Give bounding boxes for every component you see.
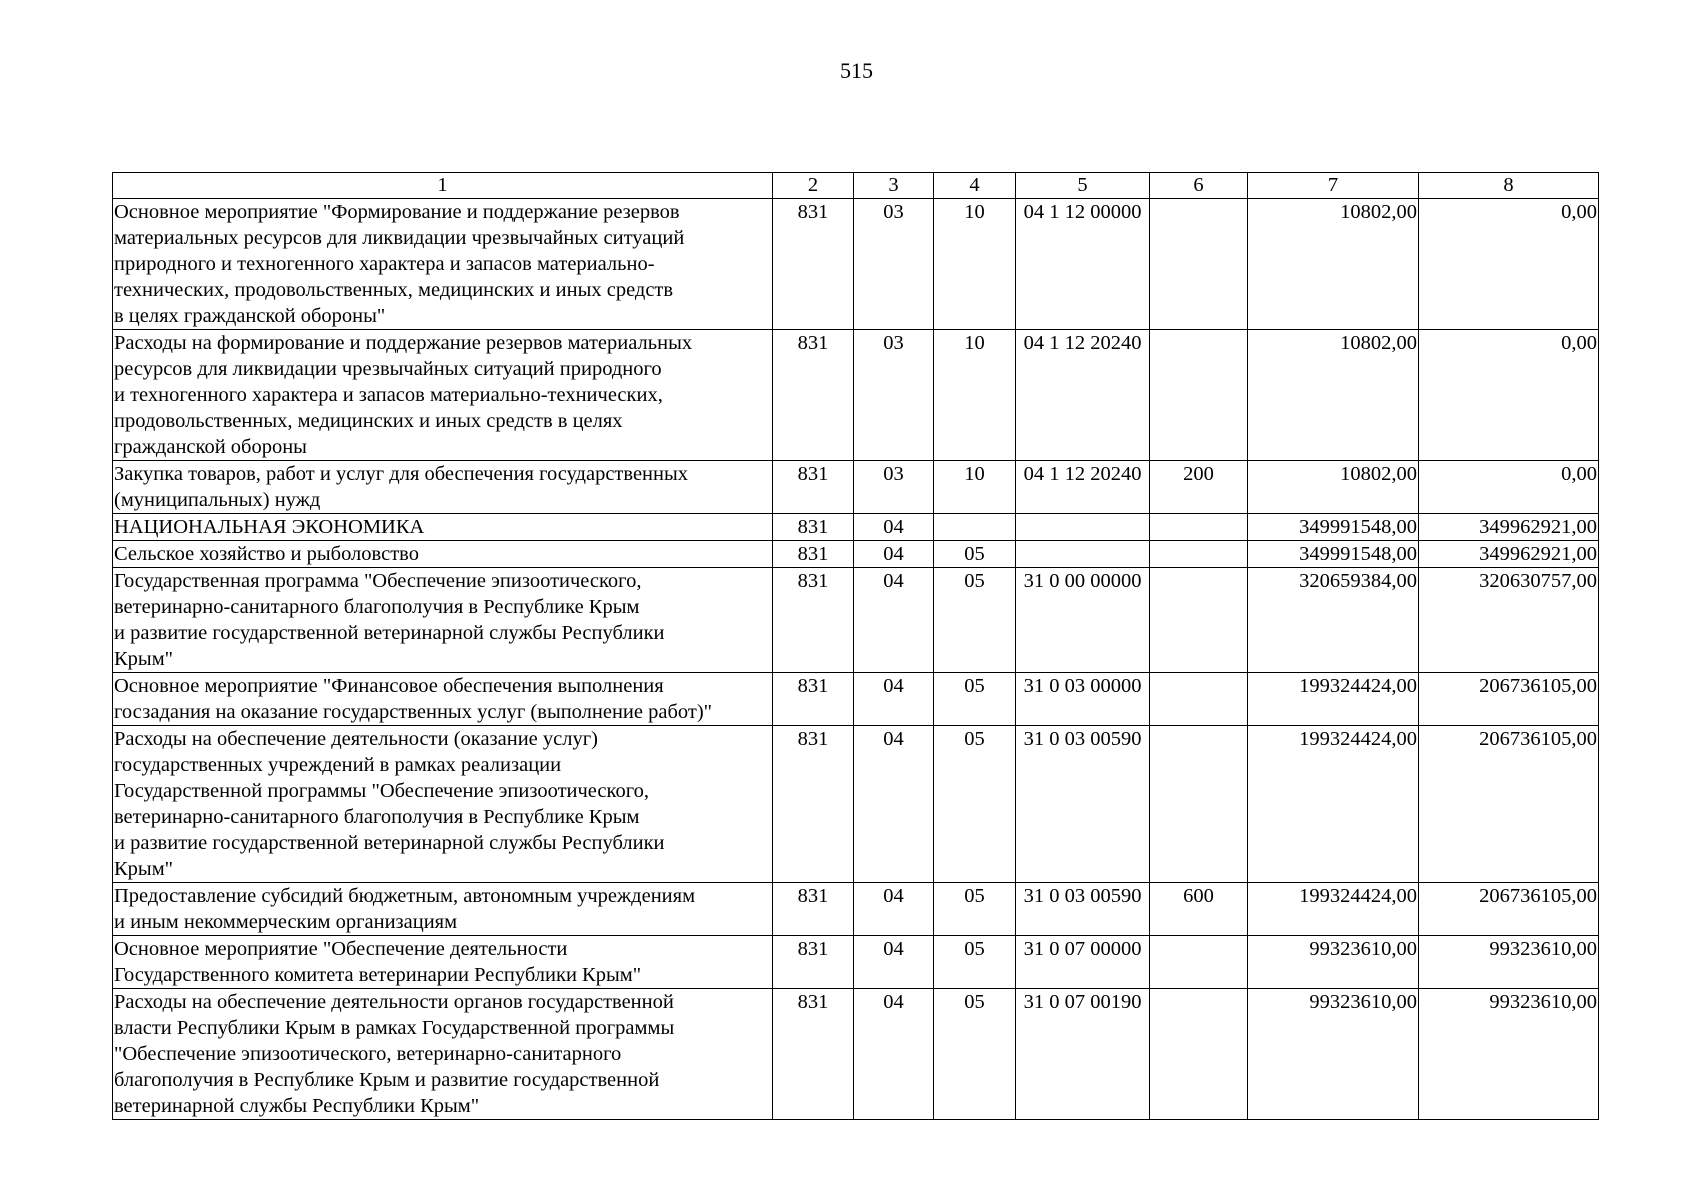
header-cell: 7 (1248, 173, 1419, 199)
expense-type-cell (1150, 514, 1248, 541)
amount-year2-cell: 349962921,00 (1419, 541, 1599, 568)
admin-code-cell: 831 (773, 989, 854, 1120)
target-article-cell: 31 0 07 00190 (1016, 989, 1150, 1120)
header-cell: 4 (934, 173, 1016, 199)
admin-code-cell: 831 (773, 673, 854, 726)
description-line: Государственного комитета ветеринарии Республики Крым" (114, 964, 642, 986)
budget-table (112, 172, 1599, 1120)
description-line: Государственной программы "Обеспечение эпизоотического, (114, 780, 649, 802)
description-cell (113, 989, 773, 1120)
description-cell (113, 541, 773, 568)
amount-year1-cell: 10802,00 (1248, 330, 1419, 461)
admin-code-cell: 831 (773, 461, 854, 514)
description-line: Основное мероприятие "Финансовое обеспечения выполнения (114, 675, 664, 697)
header-cell: 3 (854, 173, 934, 199)
header-cell: 2 (773, 173, 854, 199)
admin-code-cell: 831 (773, 568, 854, 673)
expense-type-cell (1150, 330, 1248, 461)
table-row (113, 989, 1599, 1120)
header-cell: 5 (1016, 173, 1150, 199)
target-article-cell: 31 0 07 00000 (1016, 936, 1150, 989)
section-code-cell: 04 (854, 936, 934, 989)
target-article-cell: 04 1 12 00000 (1016, 199, 1150, 330)
description-cell (113, 673, 773, 726)
table-row (113, 673, 1599, 726)
expense-type-cell (1150, 673, 1248, 726)
description-line: "Обеспечение эпизоотического, ветеринарно-санитарного (114, 1043, 622, 1065)
subsection-code-cell: 05 (934, 726, 1016, 883)
description-line: продовольственных, медицинских и иных средств в целях (114, 410, 623, 432)
table-row (113, 541, 1599, 568)
description-cell (113, 726, 773, 883)
amount-year2-cell: 99323610,00 (1419, 989, 1599, 1120)
amount-year2-cell: 206736105,00 (1419, 726, 1599, 883)
description-cell (113, 199, 773, 330)
target-article-cell: 04 1 12 20240 (1016, 461, 1150, 514)
section-code-cell: 03 (854, 330, 934, 461)
admin-code-cell: 831 (773, 330, 854, 461)
description-line: материальных ресурсов для ликвидации чрезвычайных ситуаций (114, 227, 685, 249)
amount-year1-cell: 320659384,00 (1248, 568, 1419, 673)
table-row (113, 461, 1599, 514)
description-line: и развитие государственной ветеринарной службы Республики (114, 622, 665, 644)
subsection-code-cell: 05 (934, 883, 1016, 936)
table-row (113, 568, 1599, 673)
description-line: (муниципальных) нужд (114, 489, 321, 511)
table-row (113, 330, 1599, 461)
section-code-cell: 04 (854, 673, 934, 726)
table-row (113, 726, 1599, 883)
description-line: ветеринарно-санитарного благополучия в Республике Крым (114, 596, 640, 618)
table-body (113, 199, 1599, 1120)
subsection-code-cell (934, 514, 1016, 541)
description-cell (113, 461, 773, 514)
description-line: ветеринарной службы Республики Крым" (114, 1095, 480, 1117)
amount-year2-cell: 99323610,00 (1419, 936, 1599, 989)
section-code-cell: 03 (854, 199, 934, 330)
description-line: и иным некоммерческим организациям (114, 911, 458, 933)
subsection-code-cell: 05 (934, 541, 1016, 568)
amount-year1-cell: 199324424,00 (1248, 726, 1419, 883)
subsection-code-cell: 10 (934, 461, 1016, 514)
expense-type-cell: 200 (1150, 461, 1248, 514)
description-line: природного и техногенного характера и запасов материально- (114, 253, 655, 275)
description-cell (113, 514, 773, 541)
admin-code-cell: 831 (773, 726, 854, 883)
amount-year1-cell: 99323610,00 (1248, 989, 1419, 1120)
section-code-cell: 04 (854, 989, 934, 1120)
subsection-code-cell: 05 (934, 568, 1016, 673)
description-line: и техногенного характера и запасов материально-технических, (114, 384, 663, 406)
description-cell (113, 936, 773, 989)
description-line: Государственная программа "Обеспечение эпизоотического, (114, 570, 642, 592)
description-line: ресурсов для ликвидации чрезвычайных ситуаций природного (114, 358, 662, 380)
section-code-cell: 04 (854, 883, 934, 936)
description-line: власти Республики Крым в рамках Государственной программы (114, 1017, 675, 1039)
expense-type-cell (1150, 989, 1248, 1120)
description-line: Основное мероприятие "Формирование и поддержание резервов (114, 201, 680, 223)
header-cell: 6 (1150, 173, 1248, 199)
target-article-cell: 31 0 03 00590 (1016, 726, 1150, 883)
description-line: и развитие государственной ветеринарной службы Республики (114, 832, 665, 854)
target-article-cell (1016, 541, 1150, 568)
admin-code-cell: 831 (773, 199, 854, 330)
table-row (113, 936, 1599, 989)
table-row (113, 883, 1599, 936)
target-article-cell: 31 0 00 00000 (1016, 568, 1150, 673)
table-row (113, 514, 1599, 541)
expense-type-cell (1150, 936, 1248, 989)
subsection-code-cell: 05 (934, 673, 1016, 726)
expense-type-cell (1150, 568, 1248, 673)
description-line: Расходы на обеспечение деятельности органов государственной (114, 991, 674, 1013)
section-code-cell: 04 (854, 726, 934, 883)
description-cell (113, 883, 773, 936)
subsection-code-cell: 05 (934, 936, 1016, 989)
description-cell (113, 568, 773, 673)
section-code-cell: 04 (854, 568, 934, 673)
amount-year2-cell: 0,00 (1419, 461, 1599, 514)
subsection-code-cell: 10 (934, 330, 1016, 461)
header-cell: 8 (1419, 173, 1599, 199)
target-article-cell: 04 1 12 20240 (1016, 330, 1150, 461)
expense-type-cell: 600 (1150, 883, 1248, 936)
amount-year1-cell: 99323610,00 (1248, 936, 1419, 989)
expense-type-cell (1150, 199, 1248, 330)
header-cell: 1 (113, 173, 773, 199)
description-line: гражданской обороны (114, 436, 307, 458)
amount-year2-cell: 349962921,00 (1419, 514, 1599, 541)
amount-year2-cell: 206736105,00 (1419, 883, 1599, 936)
expense-type-cell (1150, 541, 1248, 568)
description-line: госзадания на оказание государственных услуг (выполнение работ)" (114, 701, 713, 723)
header-row (113, 173, 1599, 199)
description-line: благополучия в Республике Крым и развитие государственной (114, 1069, 660, 1091)
admin-code-cell: 831 (773, 541, 854, 568)
admin-code-cell: 831 (773, 514, 854, 541)
subsection-code-cell: 10 (934, 199, 1016, 330)
section-code-cell: 04 (854, 514, 934, 541)
description-line: технических, продовольственных, медицинских и иных средств (114, 279, 674, 301)
admin-code-cell: 831 (773, 883, 854, 936)
amount-year2-cell: 320630757,00 (1419, 568, 1599, 673)
description-line: Расходы на формирование и поддержание резервов материальных (114, 332, 693, 354)
description-line: Расходы на обеспечение деятельности (оказание услуг) (114, 728, 598, 750)
description-line: ветеринарно-санитарного благополучия в Республике Крым (114, 806, 640, 828)
target-article-cell: 31 0 03 00000 (1016, 673, 1150, 726)
subsection-code-cell: 05 (934, 989, 1016, 1120)
target-article-cell (1016, 514, 1150, 541)
description-line: Основное мероприятие "Обеспечение деятельности (114, 938, 568, 960)
amount-year2-cell: 0,00 (1419, 199, 1599, 330)
page-number: 515 (840, 58, 873, 83)
description-line: Крым" (114, 648, 174, 670)
amount-year1-cell: 10802,00 (1248, 199, 1419, 330)
amount-year1-cell: 199324424,00 (1248, 883, 1419, 936)
description-line: Сельское хозяйство и рыболовство (114, 543, 419, 565)
description-line: в целях гражданской обороны" (114, 305, 386, 327)
target-article-cell: 31 0 03 00590 (1016, 883, 1150, 936)
table-row (113, 199, 1599, 330)
description-line: НАЦИОНАЛЬНАЯ ЭКОНОМИКА (114, 516, 425, 538)
description-line: Предоставление субсидий бюджетным, автономным учреждениям (114, 885, 696, 907)
expense-type-cell (1150, 726, 1248, 883)
admin-code-cell: 831 (773, 936, 854, 989)
amount-year1-cell: 349991548,00 (1248, 514, 1419, 541)
amount-year2-cell: 0,00 (1419, 330, 1599, 461)
description-cell (113, 330, 773, 461)
amount-year1-cell: 199324424,00 (1248, 673, 1419, 726)
description-line: Закупка товаров, работ и услуг для обеспечения государственных (114, 463, 689, 485)
amount-year1-cell: 10802,00 (1248, 461, 1419, 514)
description-line: Крым" (114, 858, 174, 880)
amount-year1-cell: 349991548,00 (1248, 541, 1419, 568)
section-code-cell: 03 (854, 461, 934, 514)
section-code-cell: 04 (854, 541, 934, 568)
amount-year2-cell: 206736105,00 (1419, 673, 1599, 726)
description-line: государственных учреждений в рамках реализации (114, 754, 562, 776)
